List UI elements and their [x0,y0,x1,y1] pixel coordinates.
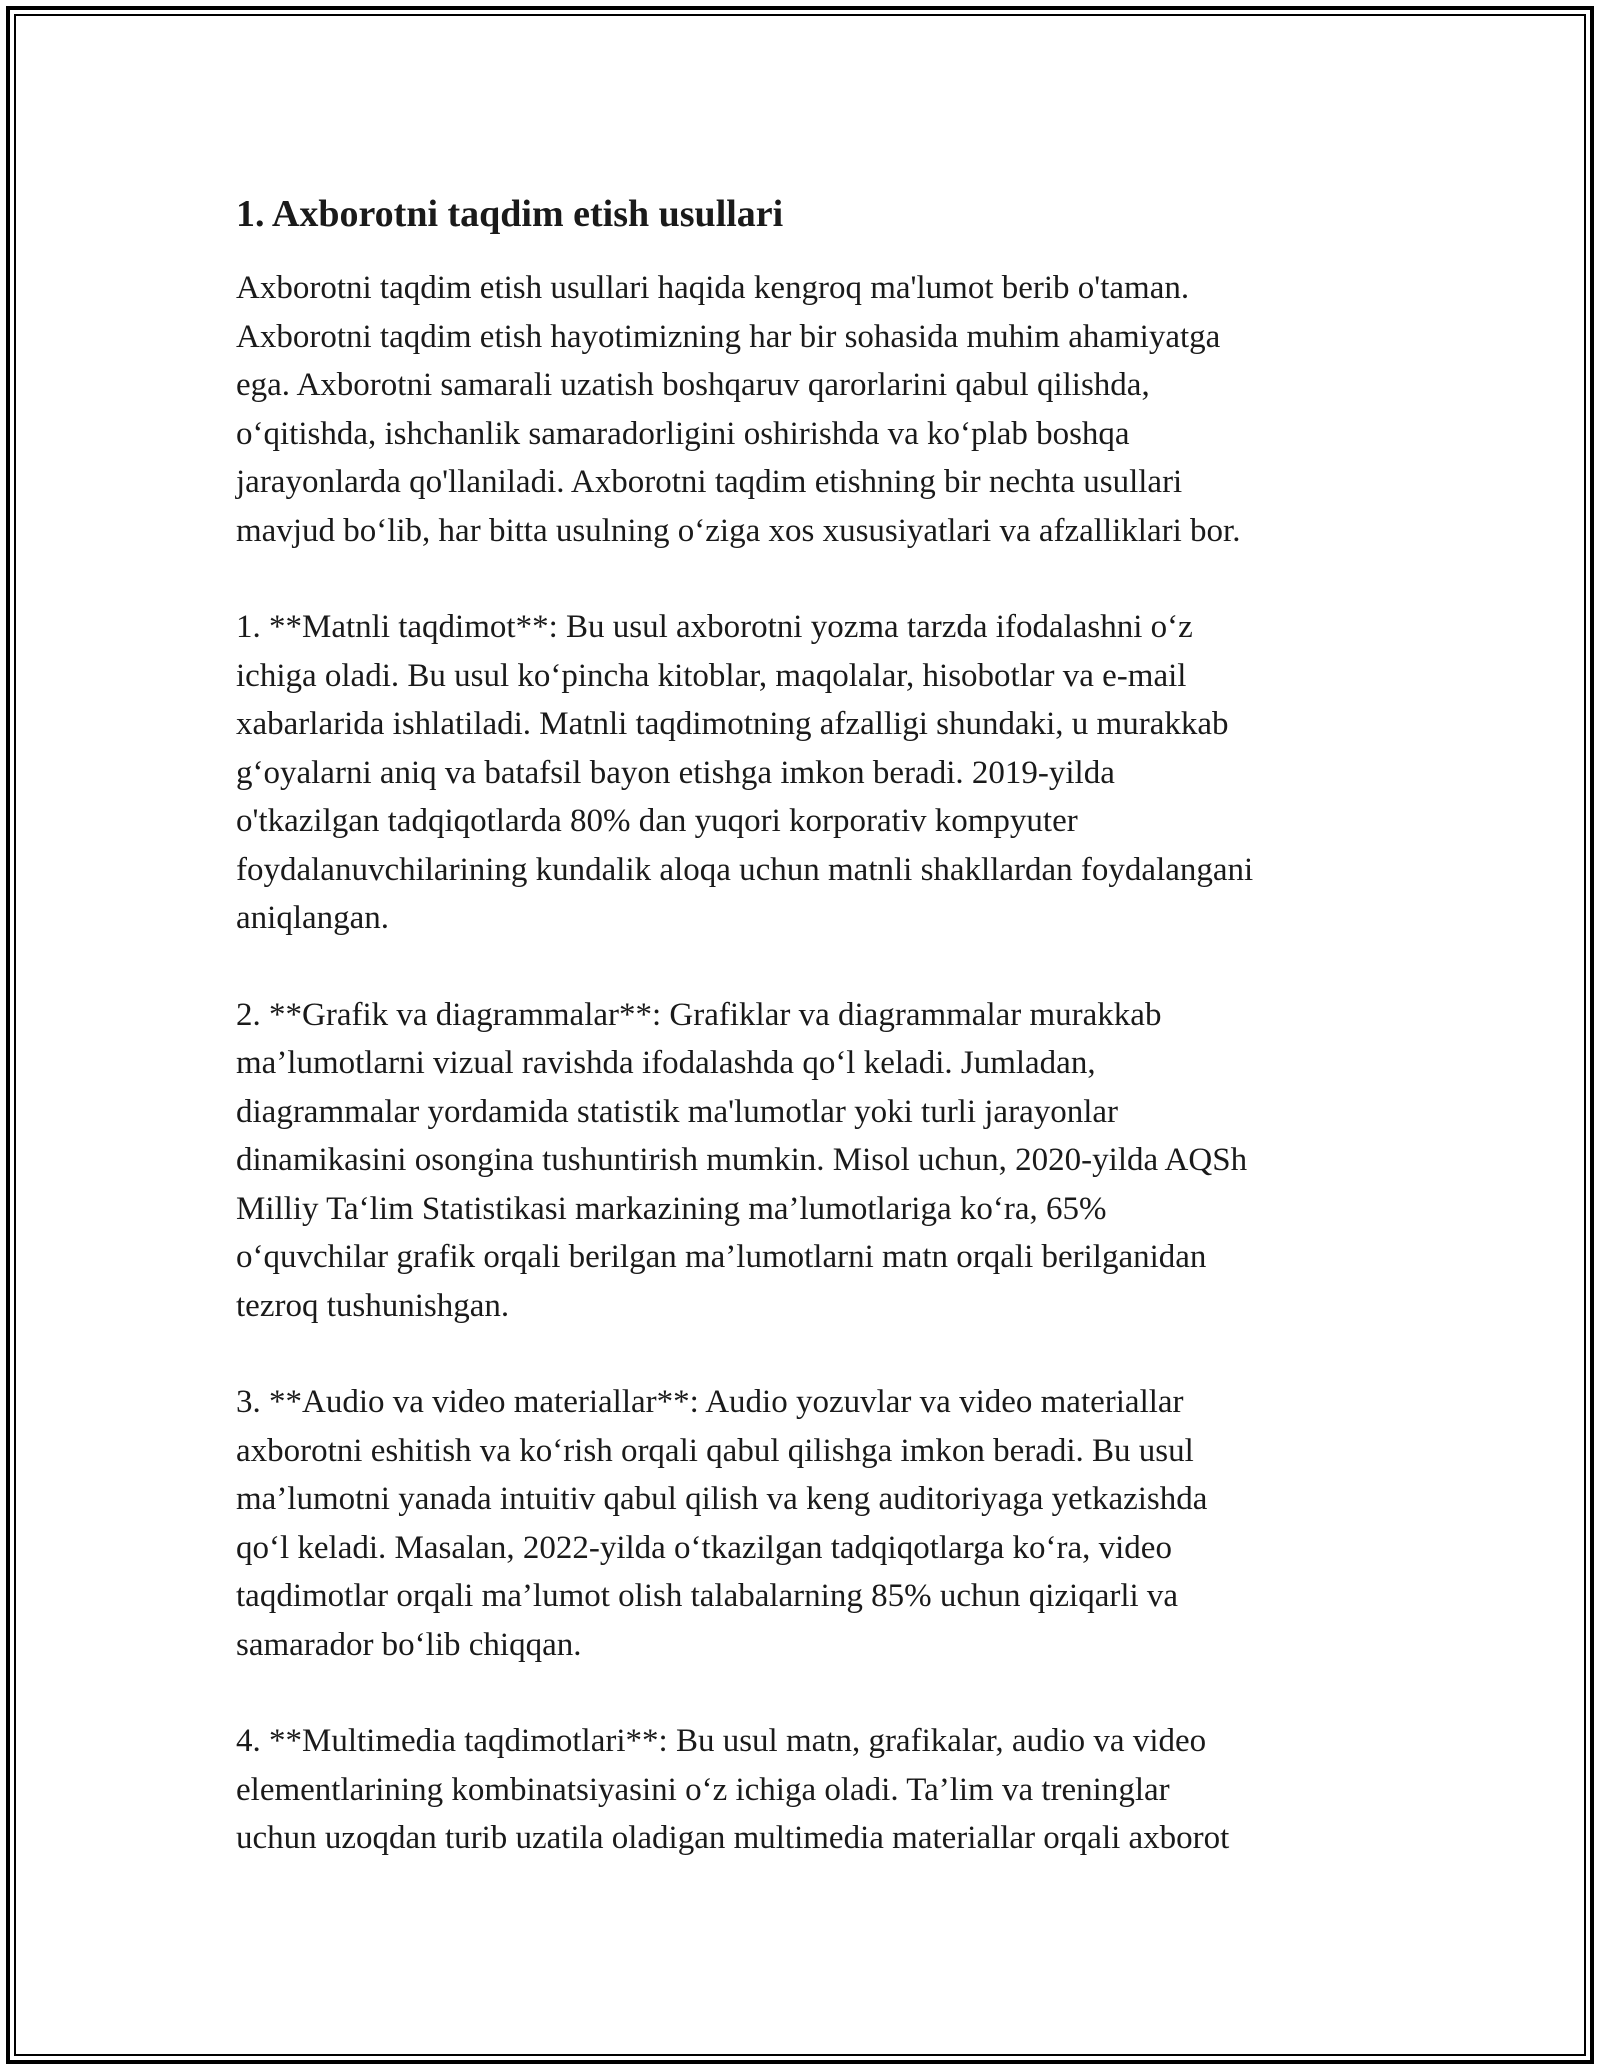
paragraph-audio-video: 3. **Audio va video materiallar**: Audio yozuvlar va video materiallar axborotni eshitish va ko‘rish orqali qabul qilishga imkon beradi. Bu usul ma’lumotni yanada intuitiv qabul qilish va keng auditoriyaga yetkazishda qo‘l keladi. Masalan, 2022-yilda o‘tkazilgan tadqiqotlarga ko‘ra, video taqdimotlar orqali ma’lumot olish talabalarning 85% uchun qiziqarli va samarador bo‘lib chiqqan. [236,1384,1208,1663]
paragraph-multimedia: 4. **Multimedia taqdimotlari**: Bu usul matn, grafikalar, audio va video elementlarining kombinatsiyasini o‘z ichiga oladi. Ta’lim va treninglar uchun uzoqdan turib uzatila oladigan multimedia materiallar orqali axborot [236,1723,1230,1856]
section-heading: 1. Axborotni taqdim etish usullari [236,193,784,235]
paragraph-text-presentation: 1. **Matnli taqdimot**: Bu usul axborotni yozma tarzda ifodalashni o‘z ichiga oladi. Bu usul ko‘pincha kitoblar, maqolalar, hisobotlar va e-mail xabarlarida ishlatiladi. Matnli taqdimotning afzalligi shundaki, u murakkab g‘oyalarni aniq va batafsil bayon etishga imkon beradi. 2019-yilda o'tkazilgan tadqiqotlarda 80% dan yuqori korporativ kompyuter foydalanuvchilarining kundalik aloqa uchun matnli shakllardan foydalangani aniqlangan. [236,609,1254,936]
document-body [236,190,1406,1911]
paragraph-graphics-diagrams: 2. **Grafik va diagrammalar**: Grafiklar va diagrammalar murakkab ma’lumotlarni vizual ravishda ifodalashda qo‘l keladi. Jumladan, diagrammalar yordamida statistik ma'lumotlar yoki turli jarayonlar dinamikasini osongina tushuntirish mumkin. Misol uchun, 2020-yilda AQSh Milliy Ta‘lim Statistikasi markazining ma’lumotlariga ko‘ra, 65% o‘quvchilar grafik orqali berilgan ma’lumotlarni matn orqali berilganidan tezroq tushunishgan. [236,996,1248,1324]
intro-paragraph: Axborotni taqdim etish usullari haqida kengroq ma'lumot berib o'taman. Axborotni taqdim etish hayotimizning har bir sohasida muhim ahamiyatga ega. Axborotni samarali uzatish boshqaruv qarorlarini qabul qilishda, o‘qitishda, ishchanlik samaradorligini oshirishda va ko‘plab boshqa jarayonlarda qo'llaniladi. Axborotni taqdim etishning bir nechta usullari mavjud bo‘lib, har bitta usulning o‘ziga xos xususiyatlari va afzalliklari bor. [236,270,1241,549]
